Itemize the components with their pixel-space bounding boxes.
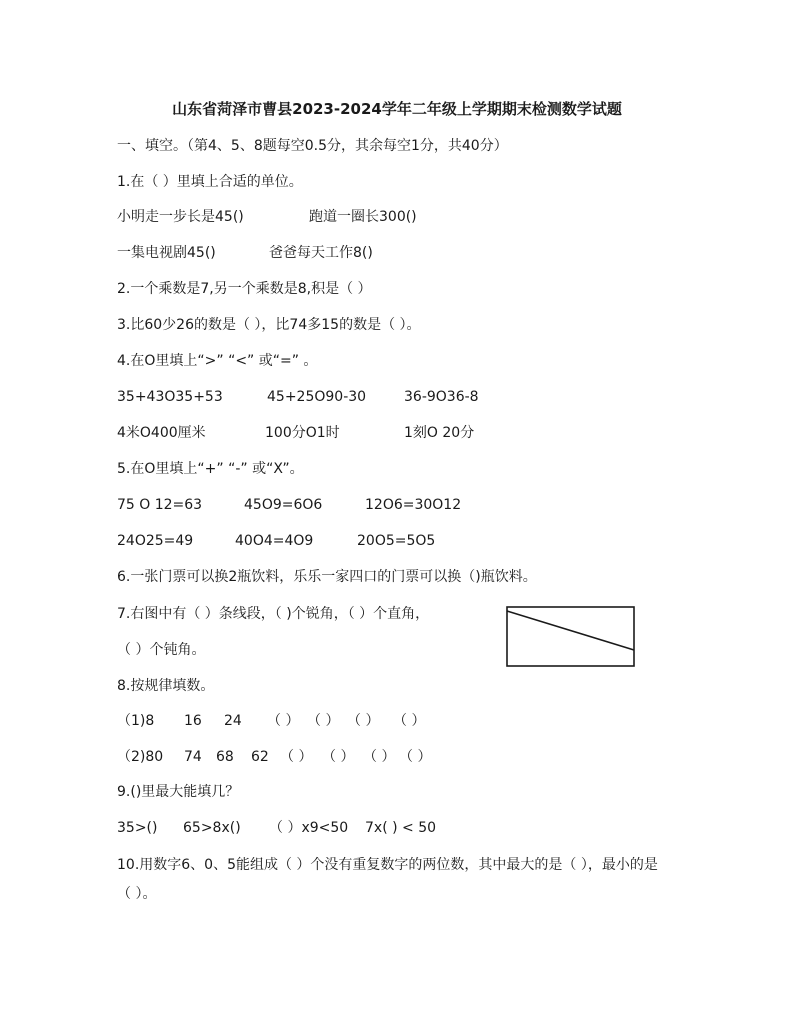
question-10-line-1: 10.用数字6、0、5能组成（ ）个没有重复数字的两位数，其中最大的是（ ），最小的是 [117,857,658,873]
q5-item: 12O6=30O12 [365,497,462,513]
q9-item: （ ）x9<50 [269,820,349,836]
q5-item: 24O25=49 [117,533,194,549]
q8-item: （ ） [267,713,300,729]
q8-item: （2)80 [117,749,164,765]
figure-rectangle [507,607,634,666]
question-5-row-1 [117,496,717,514]
question-5-row-2 [117,532,717,550]
q8-item: （ ） [322,749,355,765]
question-8-row-1 [117,712,717,730]
q1-item: 爸爸每天工作8() [269,245,373,261]
q1-item: 小明走一步长是45() [117,209,244,225]
question-7-line-1: 7.右图中有（ ）条线段，（ )个锐角，（ ）个直角， [117,606,430,622]
question-8-stem: 8.按规律填数。 [117,678,215,694]
q9-item: 7x( ) < 50 [365,820,437,836]
question-1-row-1 [117,208,717,226]
question-1-row-2 [117,244,717,262]
question-8-row-2 [117,748,717,766]
question-7-line-2: （ ）个钝角。 [117,642,206,658]
question-10-line-2: （ ）。 [117,886,157,902]
q8-item: 62 [251,749,269,765]
question-4-row-2 [117,424,717,442]
q9-item: 65>8x() [183,820,241,836]
question-1-stem: 1.在（ ）里填上合适的单位。 [117,174,303,190]
q4-item: 4米O400厘米 [117,425,206,441]
q1-item: 一集电视剧45() [117,245,216,261]
q4-item: 100分O1时 [265,425,340,441]
question-2: 2.一个乘数是7,另一个乘数是8,积是（ ） [117,281,372,297]
q8-item: 68 [216,749,234,765]
q9-item: 35>() [117,820,158,836]
q8-item: 16 [184,713,202,729]
question-9-row-1 [117,819,717,837]
q8-item: （ ） [307,713,340,729]
q8-item: （ ） [280,749,313,765]
q8-item: （ ） [399,749,432,765]
q8-item: 74 [184,749,202,765]
q5-item: 20O5=5O5 [357,533,436,549]
q8-item: （ ） [393,713,426,729]
q4-item: 36-9O36-8 [404,389,479,405]
page-title: 山东省菏泽市曹县2023-2024学年二年级上学期期末检测数学试题 [172,100,622,118]
q8-item: （ ） [347,713,380,729]
rectangle-diagonal-figure [506,606,636,668]
q4-item: 35+43O35+53 [117,389,223,405]
section-heading: 一、填空。（第4、5、8题每空0.5分，其余每空1分，共40分） [117,138,508,154]
question-9-stem: 9.()里最大能填几？ [117,784,240,800]
question-3: 3.比60少26的数是（ ），比74多15的数是（ ）。 [117,317,421,333]
q8-item: 24 [224,713,242,729]
q5-item: 75 O 12=63 [117,497,203,513]
question-5-stem: 5.在O里填上“+” “-” 或“X”。 [117,461,304,477]
question-4-row-1 [117,388,717,406]
figure-diagonal-segment [507,611,634,650]
q8-item: （1)8 [117,713,155,729]
q5-item: 40O4=4O9 [235,533,314,549]
q4-item: 1刻O 20分 [404,425,475,441]
q5-item: 45O9=6O6 [244,497,323,513]
question-6: 6.一张门票可以换2瓶饮料，乐乐一家四口的门票可以换（)瓶饮料。 [117,569,537,585]
q1-item: 跑道一圈长300() [309,209,417,225]
q4-item: 45+25O90-30 [267,389,367,405]
q8-item: （ ） [363,749,396,765]
question-4-stem: 4.在O里填上“>” “<” 或“=” 。 [117,353,318,369]
